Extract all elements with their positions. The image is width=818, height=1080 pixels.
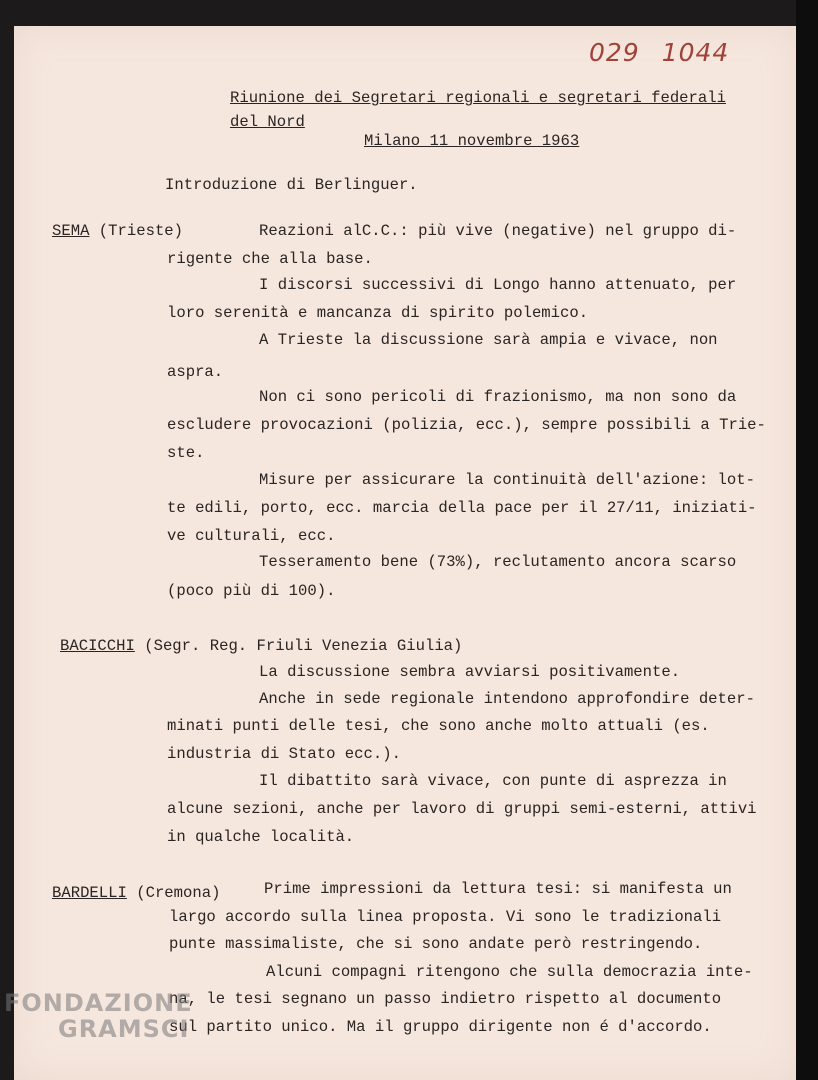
archive-number-part2: 1044 — [661, 38, 730, 67]
paragraph-line: Non ci sono pericoli di frazionismo, ma non sono da — [259, 388, 737, 406]
watermark-line-2: GRAMSCI — [58, 1015, 190, 1043]
paragraph-line: industria di Stato ecc.). — [167, 745, 401, 763]
paragraph-line: Misure per assicurare la continuità dell'azione: lot- — [259, 471, 755, 489]
paragraph-line: Il dibattito sarà vivace, con punte di asprezza in — [259, 772, 727, 790]
speaker-affiliation: (Trieste) — [89, 222, 184, 240]
title-line-1: Riunione dei Segretari regionali e segretari federali — [230, 89, 726, 107]
paragraph-line: na, le tesi segnano un passo indietro rispetto al documento — [169, 990, 722, 1008]
watermark-line-1: FONDAZIONE — [4, 989, 193, 1017]
fondazione-gramsci-watermark — [4, 990, 193, 1042]
paragraph-line: sul partito unico. Ma il gruppo dirigente non é d'accordo. — [169, 1018, 712, 1036]
document-page — [14, 26, 796, 1080]
paragraph-line: (poco più di 100). — [167, 582, 336, 600]
paragraph-line: escludere provocazioni (polizia, ecc.), sempre possibili a Trie- — [167, 416, 766, 434]
paragraph-line: punte massimaliste, che si sono andate però restringendo. — [169, 935, 703, 953]
document-title — [230, 86, 770, 134]
paragraph-line: Reazioni alC.C.: più vive (negative) nel gruppo di- — [259, 222, 737, 240]
speaker-affiliation: (Segr. Reg. Friuli Venezia Giulia) — [134, 637, 463, 655]
dark-edge-strip — [796, 0, 818, 1080]
paragraph-line: largo accordo sulla linea proposta. Vi sono le tradizionali — [169, 908, 722, 926]
archive-number-annotation — [589, 38, 729, 67]
title-line-2: del Nord — [230, 113, 305, 131]
speaker-label — [52, 884, 220, 902]
archive-number-part1: 029 — [589, 38, 640, 67]
paragraph-line: loro serenità e mancanza di spirito polemico. — [167, 304, 589, 322]
speaker-affiliation: (Cremona) — [126, 884, 221, 902]
speaker-name: BACICCHI — [60, 637, 135, 655]
paragraph-line: in qualche località. — [167, 828, 355, 846]
paragraph-line: Tesseramento bene (73%), reclutamento ancora scarso — [259, 553, 737, 571]
speaker-name: SEMA — [52, 222, 90, 240]
paragraph-line: te edili, porto, ecc. marcia della pace per il 27/11, iniziati- — [167, 499, 757, 517]
paragraph-line: rigente che alla base. — [167, 250, 373, 268]
paragraph-line: A Trieste la discussione sarà ampia e vivace, non — [259, 331, 718, 349]
place-date: Milano 11 novembre 1963 — [364, 132, 580, 150]
paragraph-line: ve culturali, ecc. — [167, 527, 336, 545]
speaker-label — [60, 637, 462, 655]
paragraph-line: aspra. — [167, 363, 224, 381]
paragraph-line: Alcuni compagni ritengono che sulla democrazia inte- — [266, 963, 753, 981]
paragraph-line: I discorsi successivi di Longo hanno attenuato, per — [259, 276, 737, 294]
paragraph-line: minati punti delle tesi, che sono anche molto attuali (es. — [167, 717, 710, 735]
paragraph-line: La discussione sembra avviarsi positivamente. — [259, 663, 681, 681]
intro-line: Introduzione di Berlinguer. — [165, 176, 418, 194]
paragraph-line: alcune sezioni, anche per lavoro di gruppi semi-esterni, attivi — [167, 800, 757, 818]
speaker-name: BARDELLI — [52, 884, 127, 902]
speaker-label — [52, 222, 183, 240]
paragraph-line: Prime impressioni da lettura tesi: si manifesta un — [264, 880, 732, 898]
paragraph-line: ste. — [167, 444, 205, 462]
paragraph-line: Anche in sede regionale intendono approfondire deter- — [259, 690, 755, 708]
